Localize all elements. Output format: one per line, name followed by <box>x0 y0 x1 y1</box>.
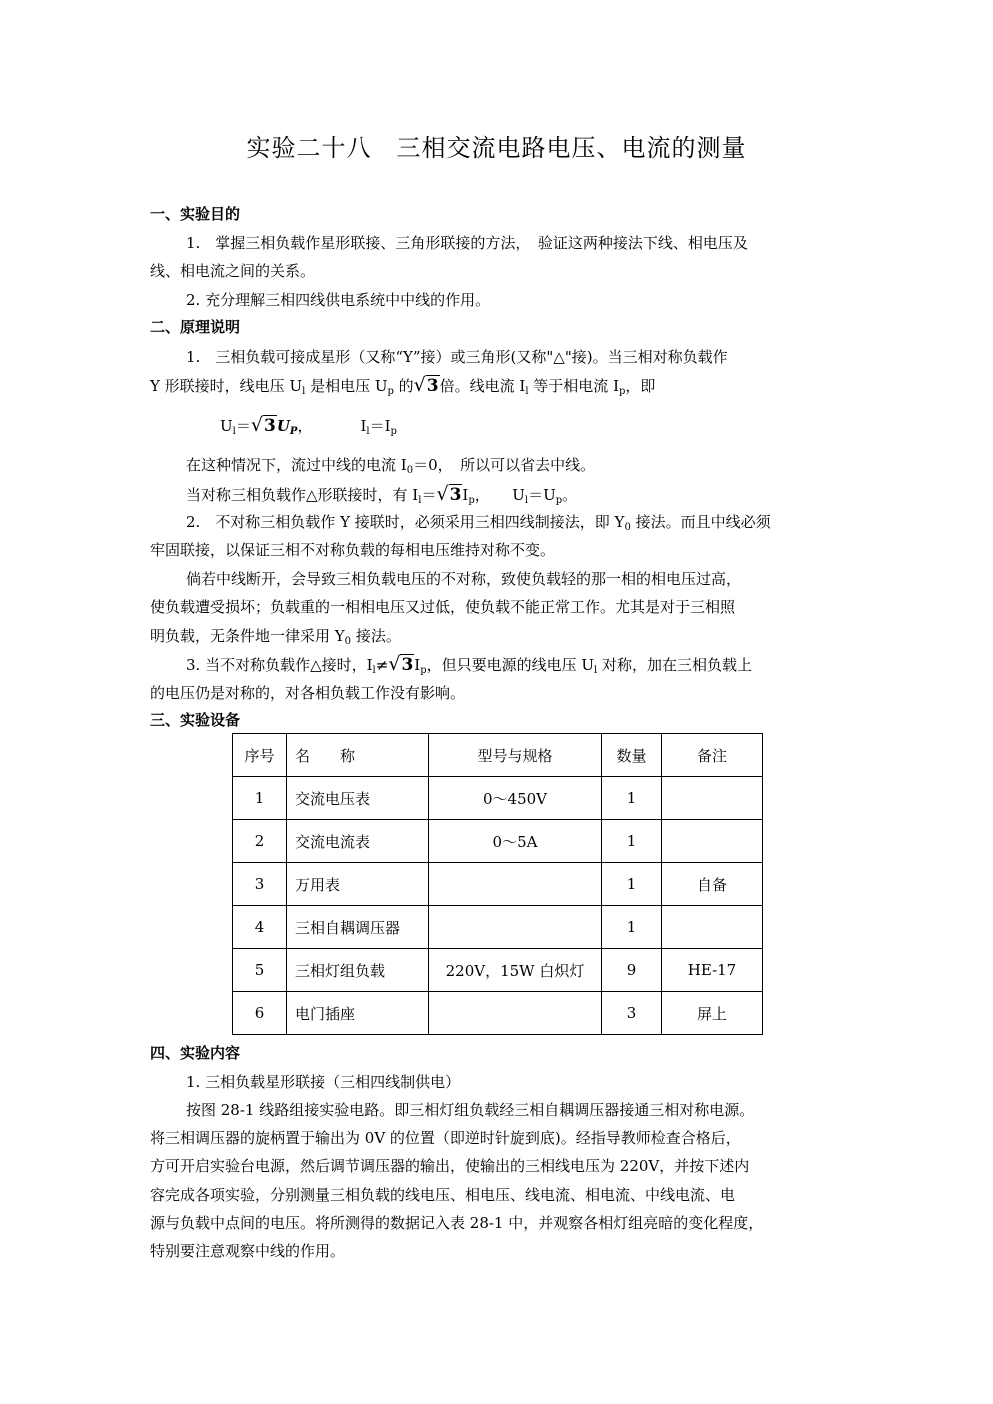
sqrt-symbol: √3 <box>250 414 276 436</box>
table-cell: 电门插座 <box>287 992 429 1035</box>
column-header: 备注 <box>662 734 763 777</box>
table-cell: 屏上 <box>662 992 763 1035</box>
paragraph: 源与负载中点间的电压。将所测得的数据记入表 28-1 中，并观察各相灯组亮暗的变化程度， <box>150 1214 764 1232</box>
table-row <box>233 863 763 906</box>
table-header-row <box>233 734 763 777</box>
sqrt-symbol: √3 <box>388 653 414 675</box>
table-cell: 1 <box>602 863 662 906</box>
sqrt-symbol: √3 <box>413 374 439 396</box>
sqrt-symbol: √3 <box>436 483 462 505</box>
paragraph: 使负载遭受损坏；负载重的一相相电压又过低，使负载不能正常工作。尤其是对于三相照 <box>150 598 736 616</box>
table-row <box>233 992 763 1035</box>
paragraph: 的电压仍是对称的，对各相负载工作没有影响。 <box>150 684 466 702</box>
table-cell <box>429 906 602 949</box>
table-cell: 自备 <box>662 863 763 906</box>
table-cell: 1 <box>233 777 287 820</box>
table-cell: 3 <box>602 992 662 1035</box>
paragraph: 按图 28-1 线路组接实验电路。即三相灯组负载经三相自耦调压器接通三相对称电源。 <box>186 1101 755 1119</box>
paragraph: 当对称三相负载作△形联接时，有 $I_l=√3I_p$， $U_l=U_p$。 <box>186 480 886 515</box>
table-cell <box>662 906 763 949</box>
paragraph: 线、相电流之间的关系。 <box>150 262 316 280</box>
formula: $U_l=√3U_P$， $I_l=I_p$ <box>220 411 920 446</box>
table-row <box>233 820 763 863</box>
table-cell: 2 <box>233 820 287 863</box>
paragraph: 将三相调压器的旋柄置于输出为 0V 的位置（即逆时针旋到底)。经指导教师检查合格后， <box>150 1129 741 1147</box>
paragraph: 1. 掌握三相负载作星形联接、三角形联接的方法， 验证这两种接法下线、相电压及 <box>186 234 748 252</box>
table-cell: 0～5A <box>429 820 602 863</box>
column-header: 序号 <box>233 734 287 777</box>
table-cell: 4 <box>233 906 287 949</box>
section-heading-content: 四、实验内容 <box>150 1044 241 1062</box>
table-cell: 三相灯组负载 <box>287 949 429 992</box>
table-cell: HE-17 <box>662 949 763 992</box>
table-cell: 交流电压表 <box>287 777 429 820</box>
table-cell: 6 <box>233 992 287 1035</box>
table-row <box>233 777 763 820</box>
paragraph: 容完成各项实验，分别测量三相负载的线电压、相电压、线电流、相电流、中线电流、电 <box>150 1186 736 1204</box>
table-cell <box>662 777 763 820</box>
paragraph: 在这种情况下，流过中线的电流 $I_0=0$， 所以可以省去中线。 <box>186 456 596 476</box>
table-cell: 1 <box>602 820 662 863</box>
page-title: 实验二十八 三相交流电路电压、电流的测量 <box>246 134 747 162</box>
paragraph: 1. 三相负载可接成星形（又称“Y”接）或三角形(又称"△"接)。当三相对称负载作 <box>186 348 728 366</box>
paragraph: 倘若中线断开，会导致三相负载电压的不对称，致使负载轻的那一相的相电压过高， <box>186 570 742 588</box>
column-header: 型号与规格 <box>429 734 602 777</box>
table-cell <box>662 820 763 863</box>
paragraph: 特别要注意观察中线的作用。 <box>150 1242 346 1260</box>
section-heading-purpose: 一、实验目的 <box>150 205 241 223</box>
table-cell: 万用表 <box>287 863 429 906</box>
paragraph: 1. 三相负载星形联接（三相四线制供电） <box>186 1073 461 1091</box>
table-cell: 9 <box>602 949 662 992</box>
paragraph: 牢固联接，以保证三相不对称负载的每相电压维持对称不变。 <box>150 541 556 559</box>
paragraph: 3. 当不对称负载作△接时，$I_l\ne√3I_p$，但只要电源的线电压 $U_l$ 对称，加在三相负载上 <box>186 650 886 685</box>
paragraph: 明负载，无条件地一律采用 $Y_0$ 接法。 <box>150 627 401 647</box>
paragraph: 2. 充分理解三相四线供电系统中中线的作用。 <box>186 291 491 309</box>
paragraph: Y 形联接时，线电压 $U_l$ 是相电压 $U_p$ 的√3倍。线电流 $I_l$ 等于相电流 $I_p$，即 <box>150 371 850 406</box>
section-heading-equipment: 三、实验设备 <box>150 711 241 729</box>
table-cell: 交流电流表 <box>287 820 429 863</box>
equipment-table <box>232 733 763 1035</box>
table-cell <box>429 863 602 906</box>
paragraph: 方可开启实验台电源，然后调节调压器的输出，使输出的三相线电压为 220V，并按下述内 <box>150 1157 750 1175</box>
table-row <box>233 949 763 992</box>
table-cell: 220V，15W 白炽灯 <box>429 949 602 992</box>
column-header: 名 称 <box>287 734 429 777</box>
table-cell: 5 <box>233 949 287 992</box>
table-cell <box>429 992 602 1035</box>
paragraph: 2. 不对称三相负载作 Y 接联时，必须采用三相四线制接法，即 $Y_0$ 接法。而且中线必须 <box>186 513 771 533</box>
table-cell: 0～450V <box>429 777 602 820</box>
column-header: 数量 <box>602 734 662 777</box>
table-cell: 1 <box>602 777 662 820</box>
table-cell: 三相自耦调压器 <box>287 906 429 949</box>
table-cell: 3 <box>233 863 287 906</box>
table-cell: 1 <box>602 906 662 949</box>
section-heading-principle: 二、原理说明 <box>150 318 241 336</box>
table-row <box>233 906 763 949</box>
